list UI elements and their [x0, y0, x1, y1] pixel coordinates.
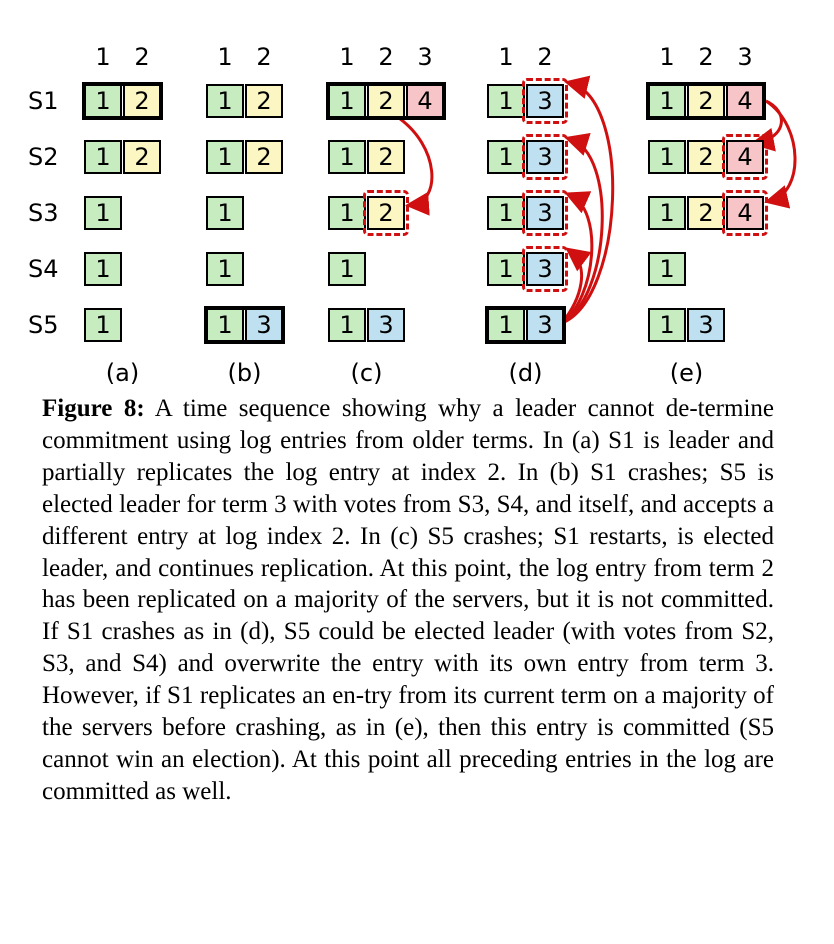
caption-text-part-2: termine commitment using log entries from older terms. In (a) S1 is leader and partially replicates the log entry at index 2. In (b) S1 crashes; S5 is elected leader for term 3 with votes from S3, S4, and itself, and accepts a different entry at log index 2. In (c) S5 crashes; S1 restarts, is elected leader, and continues replication. At this point, the log entry from term 2 has been replicated on a majority of the servers, but it is not committed. If S1 crashes as in (d), S5 could be elected leader (with votes from S2, S3, and S4) and overwrite the entry with its own entry from term 3. However, if S1 replicates an en	[42, 395, 774, 710]
server-label-s3: S3	[28, 199, 59, 227]
log-entry: 1	[206, 196, 244, 230]
index-header-1: 1	[95, 43, 111, 71]
log-entry: 1	[84, 196, 122, 230]
index-header-2: 2	[698, 43, 714, 71]
log-entry: 1	[328, 252, 366, 286]
index-header-3: 3	[737, 43, 753, 71]
log-entry: 1	[648, 196, 686, 230]
replication-arrow	[766, 101, 795, 201]
log-entry: 1	[84, 84, 122, 118]
overwrite-arrow	[562, 83, 613, 323]
log-entry: 2	[367, 196, 405, 230]
log-entry: 2	[687, 140, 725, 174]
log-entry: 3	[687, 308, 725, 342]
log-entry: 3	[526, 84, 564, 118]
log-entry: 1	[206, 84, 244, 118]
log-entry: 1	[206, 140, 244, 174]
index-header-1: 1	[498, 43, 514, 71]
server-label-s5: S5	[28, 311, 59, 339]
log-entry: 1	[648, 252, 686, 286]
log-entry: 1	[328, 140, 366, 174]
log-entry: 2	[123, 140, 161, 174]
log-entry: 4	[726, 140, 764, 174]
log-entry: 1	[487, 140, 525, 174]
index-header-2: 2	[134, 43, 150, 71]
index-header-2: 2	[256, 43, 272, 71]
log-entry: 1	[328, 308, 366, 342]
index-header-1: 1	[217, 43, 233, 71]
log-entry: 1	[648, 140, 686, 174]
index-header-1: 1	[339, 43, 355, 71]
log-entry: 4	[726, 196, 764, 230]
log-entry: 3	[526, 196, 564, 230]
index-header-3: 3	[417, 43, 433, 71]
log-entry: 3	[367, 308, 405, 342]
log-entry: 1	[487, 84, 525, 118]
log-entry: 4	[726, 84, 764, 118]
log-entry: 1	[84, 252, 122, 286]
panel-label: (a)	[105, 359, 140, 387]
log-entry: 1	[206, 308, 244, 342]
log-entry: 3	[526, 140, 564, 174]
panel-label: (d)	[508, 359, 543, 387]
log-entry: 1	[84, 308, 122, 342]
index-header-2: 2	[378, 43, 394, 71]
log-entry: 1	[487, 196, 525, 230]
log-entry: 1	[206, 252, 244, 286]
log-entry: 2	[687, 84, 725, 118]
figure-8-diagram	[0, 0, 834, 390]
panel-label: (b)	[227, 359, 262, 387]
log-entry: 3	[245, 308, 283, 342]
log-entry: 2	[245, 84, 283, 118]
server-label-s4: S4	[28, 255, 59, 283]
log-entry: 1	[328, 196, 366, 230]
log-entry: 4	[406, 84, 444, 118]
caption-text-part-3: try from its current term on a majority of the servers before crashing, as in (e), then this entry is committed (S5 cannot win an election). At this point all preceding entries in the log are committed as well.	[42, 682, 774, 805]
log-entry: 1	[84, 140, 122, 174]
log-entry: 3	[526, 308, 564, 342]
panel-label: (e)	[669, 359, 704, 387]
log-entry: 2	[687, 196, 725, 230]
server-label-s2: S2	[28, 143, 59, 171]
figure-caption: Figure 8: A time sequence showing why a leader cannot de-termine commitment using log entries from older terms. In (a) S1 is leader and partially replicates the log entry at index 2. In (b) S1 crashes; S5 is elected leader for term 3 with votes from S3, S4, and itself, and accepts a different entry at log index 2. In (c) S5 crashes; S1 restarts, is elected leader, and continues replication. At this point, the log entry from term 2 has been replicated on a majority of the servers, but it is not committed. If S1 crashes as in (d), S5 could be elected leader (with votes from S2, S3, and S4) and overwrite the entry with its own entry from term 3. However, if S1 replicates an en-try from its current term on a majority of the servers before crashing, as in (e), then this entry is committed (S5 cannot win an election). At this point all preceding entries in the log are committed as well.	[42, 395, 774, 805]
caption-label: Figure 8:	[42, 395, 145, 422]
index-header-1: 1	[659, 43, 675, 71]
log-entry: 1	[648, 308, 686, 342]
log-entry: 2	[367, 140, 405, 174]
log-entry: 2	[123, 84, 161, 118]
caption-text-part-1: A time sequence showing why a leader cannot de	[144, 395, 690, 422]
panel-label: (c)	[350, 359, 383, 387]
log-entry: 3	[526, 252, 564, 286]
log-entry: 1	[487, 252, 525, 286]
log-entry: 2	[367, 84, 405, 118]
index-header-2: 2	[537, 43, 553, 71]
log-entry: 1	[648, 84, 686, 118]
log-entry: 2	[245, 140, 283, 174]
log-entry: 1	[328, 84, 366, 118]
server-label-s1: S1	[28, 87, 59, 115]
log-entry: 1	[487, 308, 525, 342]
